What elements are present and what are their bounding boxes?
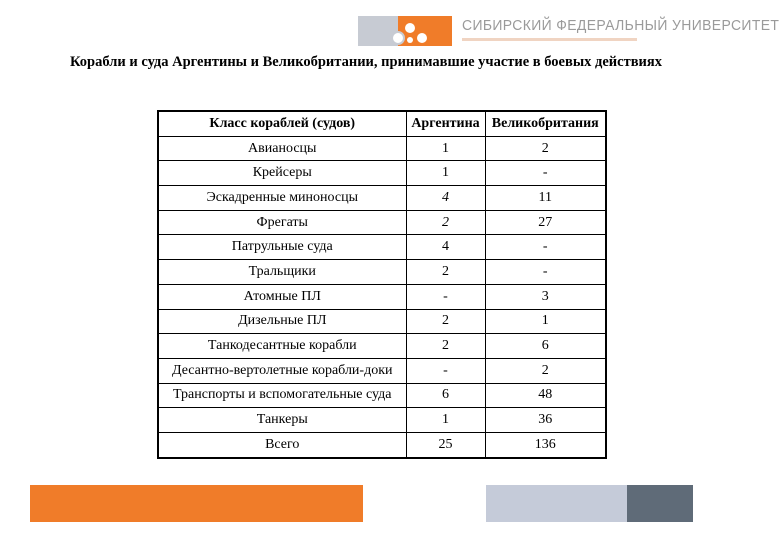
page-title: Корабли и суда Аргентины и Великобритании, принимавшие участие в боевых действиях [70, 54, 662, 70]
table-row [158, 284, 606, 309]
ships-table [157, 110, 607, 459]
table-row [158, 186, 606, 211]
table-row [158, 383, 606, 408]
ship-class: Эскадренные миноносцы [158, 186, 406, 211]
ship-class: Дизельные ПЛ [158, 309, 406, 334]
ship-class: Авианосцы [158, 136, 406, 161]
table-row [158, 334, 606, 359]
argentina-count: 2 [406, 334, 485, 359]
ship-class: Патрульные суда [158, 235, 406, 260]
header-great-britain: Великобритания [485, 111, 606, 136]
table-row [158, 235, 606, 260]
britain-count: 1 [485, 309, 606, 334]
table-row [158, 358, 606, 383]
argentina-count: 2 [406, 309, 485, 334]
britain-count: 48 [485, 383, 606, 408]
britain-count: 2 [485, 136, 606, 161]
argentina-count: - [406, 358, 485, 383]
table-header-row [158, 111, 606, 136]
argentina-count: 1 [406, 161, 485, 186]
table-row [158, 136, 606, 161]
footer-dark-bar [627, 485, 693, 522]
argentina-count: 2 [406, 210, 485, 235]
table-row [158, 408, 606, 433]
argentina-count: 4 [406, 186, 485, 211]
britain-count: - [485, 161, 606, 186]
university-emblem-icon [358, 16, 452, 46]
table-row [158, 260, 606, 285]
logo-text: СИБИРСКИЙ ФЕДЕРАЛЬНЫЙ УНИВЕРСИТЕТ [462, 17, 779, 34]
ship-class: Транспорты и вспомогательные суда [158, 383, 406, 408]
ship-class: Танкеры [158, 408, 406, 433]
britain-count: 36 [485, 408, 606, 433]
argentina-count: 25 [406, 432, 485, 457]
argentina-count: 1 [406, 136, 485, 161]
header-class: Класс кораблей (судов) [158, 111, 406, 136]
argentina-count: - [406, 284, 485, 309]
ship-class: Тральщики [158, 260, 406, 285]
table-row [158, 161, 606, 186]
argentina-count: 2 [406, 260, 485, 285]
ship-class: Танкодесантные корабли [158, 334, 406, 359]
britain-count: 27 [485, 210, 606, 235]
ship-class: Десантно-вертолетные корабли-доки [158, 358, 406, 383]
ship-class: Фрегаты [158, 210, 406, 235]
argentina-count: 4 [406, 235, 485, 260]
ship-class: Крейсеры [158, 161, 406, 186]
table-row [158, 309, 606, 334]
britain-count: 136 [485, 432, 606, 457]
table-total-row [158, 432, 606, 457]
footer-orange-bar [30, 485, 363, 522]
britain-count: - [485, 260, 606, 285]
argentina-count: 1 [406, 408, 485, 433]
britain-count: 11 [485, 186, 606, 211]
footer-light-bar [486, 485, 627, 522]
britain-count: 2 [485, 358, 606, 383]
britain-count: - [485, 235, 606, 260]
university-logo [358, 14, 779, 48]
britain-count: 3 [485, 284, 606, 309]
logo-underline [462, 38, 637, 41]
ship-class: Всего [158, 432, 406, 457]
ship-class: Атомные ПЛ [158, 284, 406, 309]
table-row [158, 210, 606, 235]
header-argentina: Аргентина [406, 111, 485, 136]
argentina-count: 6 [406, 383, 485, 408]
britain-count: 6 [485, 334, 606, 359]
